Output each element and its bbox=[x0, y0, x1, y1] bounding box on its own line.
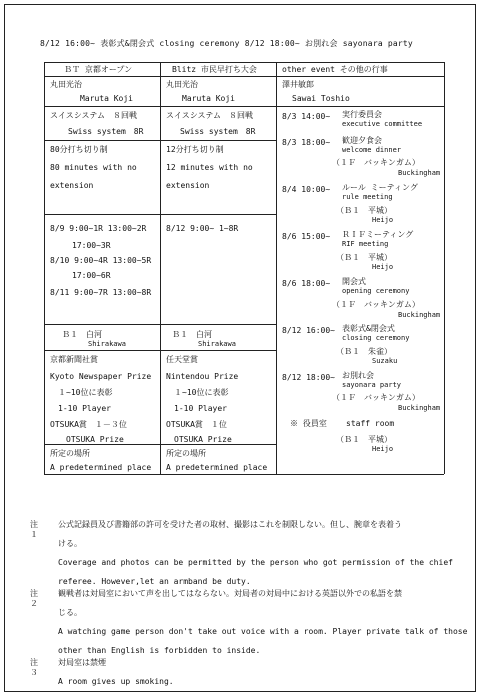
note-label: 注２ bbox=[30, 589, 38, 608]
blitz-award-en: 1-10 Player bbox=[174, 404, 227, 413]
blitz-system-en: Swiss system 8R bbox=[180, 127, 256, 136]
event-name-jp: 開会式 bbox=[342, 277, 366, 286]
blitz-prize-en: Nintendou Prize bbox=[166, 372, 239, 381]
blitz-award-jp: １~10位に表彰 bbox=[174, 388, 229, 397]
event-name-jp: 実行委員会 bbox=[342, 110, 382, 119]
row-sep-schedule bbox=[44, 324, 276, 325]
blitz-time-en2: extension bbox=[166, 181, 210, 190]
bt-award-en: 1-10 Player bbox=[58, 404, 111, 413]
blitz-time-en1: 12 minutes with no bbox=[166, 163, 253, 172]
note-line: 対局室は禁煙 bbox=[58, 658, 106, 667]
table-col-divider-2 bbox=[276, 62, 277, 474]
blitz-prize-jp: 任天堂賞 bbox=[166, 355, 198, 364]
event-name-en: sayonara party bbox=[342, 381, 402, 389]
blitz-system-jp: スイスシステム ８回戦 bbox=[166, 111, 253, 120]
event-room-jp: （１Ｆ バッキンガム） bbox=[332, 158, 420, 167]
note-line: Coverage and photos can be permitted by the person who got permission of the chief bbox=[58, 558, 453, 567]
note-line: 観戦者は対局室において声を出してはならない。対局者の対局中における英語以外での私語を禁 bbox=[58, 589, 402, 598]
event-name-jp: 歓迎夕食会 bbox=[342, 136, 382, 145]
staff-room-location-jp: （Ｂ１ 平城） bbox=[336, 435, 392, 444]
event-room-jp: （Ｂ１ 平城） bbox=[336, 206, 392, 215]
event-room-jp: （Ｂ１ 平城） bbox=[336, 253, 392, 262]
event-time: 8/12 16:00~ bbox=[282, 326, 335, 335]
blitz-room-jp: Ｂ１ 白河 bbox=[172, 330, 212, 339]
event-time: 8/3 14:00~ bbox=[282, 112, 331, 121]
event-room-en: Buckingham bbox=[398, 311, 441, 319]
bt-otsuka-en: OTSUKA Prize bbox=[66, 435, 124, 444]
event-room-en: Suzaku bbox=[372, 357, 398, 365]
header-schedule-line: 8/12 16:00~ 表彰式&閉会式 closing ceremony 8/12 18:00~ お別れ会 sayonara party bbox=[40, 39, 413, 48]
event-name-jp: 表彰式&閉会式 bbox=[342, 324, 395, 333]
bt-venue-jp: 丸田光治 bbox=[50, 80, 82, 89]
event-room-en: Heijo bbox=[372, 263, 394, 271]
bt-time-jp: 80分打ち切り制 bbox=[50, 145, 108, 154]
event-room-jp: （Ｂ１ 朱雀） bbox=[336, 347, 392, 356]
table-bottom-border bbox=[44, 474, 444, 475]
blitz-place-jp: 所定の場所 bbox=[166, 449, 206, 458]
staff-room-en: staff room bbox=[346, 419, 395, 428]
table-left-border bbox=[44, 62, 45, 474]
bt-otsuka-jp: OTSUKA賞 １－３位 bbox=[50, 420, 127, 429]
bt-prize-jp: 京都新聞社賞 bbox=[50, 355, 98, 364]
event-name-jp: ルール ミーティング bbox=[342, 183, 418, 192]
blitz-otsuka-jp: OTSUKA賞 １位 bbox=[166, 420, 227, 429]
bt-schedule-line: 17:00~6R bbox=[72, 271, 111, 280]
event-name-jp: ＲＩＦミーティング bbox=[342, 230, 414, 239]
event-name-en: welcome dinner bbox=[342, 146, 402, 154]
event-name-en: opening ceremony bbox=[342, 287, 410, 295]
event-time: 8/4 10:00~ bbox=[282, 185, 331, 194]
note-line: referee. However,let an armband be duty. bbox=[58, 577, 251, 586]
bt-prize-en: Kyoto Newspaper Prize bbox=[50, 372, 152, 381]
event-time: 8/3 18:00~ bbox=[282, 138, 331, 147]
note-line: other than English is forbidden to inside. bbox=[58, 646, 261, 655]
event-room-en: Heijo bbox=[372, 216, 394, 224]
staff-room-location-en: Heijo bbox=[372, 445, 394, 453]
row-sep-other-person bbox=[276, 106, 444, 107]
staff-room-jp: ※ 役員室 bbox=[290, 419, 327, 428]
bt-system-en: Swiss system 8R bbox=[68, 127, 144, 136]
bt-room-en: Shirakawa bbox=[88, 340, 126, 348]
blitz-otsuka-en: OTSUKA Prize bbox=[174, 435, 232, 444]
event-room-jp: （１Ｆ バッキンガム） bbox=[332, 300, 420, 309]
table-header-divider bbox=[44, 76, 444, 77]
blitz-time-jp: 12分打ち切り制 bbox=[166, 145, 224, 154]
bt-time-en2: extension bbox=[50, 181, 94, 190]
row-sep-system bbox=[44, 140, 276, 141]
bt-schedule-line: 8/11 9:00~7R 13:00~8R bbox=[50, 288, 152, 297]
event-time: 8/6 15:00~ bbox=[282, 232, 331, 241]
table-col-divider-1 bbox=[160, 62, 161, 474]
note-line: ける。 bbox=[58, 539, 82, 548]
event-name-jp: お別れ会 bbox=[342, 371, 374, 380]
row-sep-time bbox=[44, 214, 276, 215]
row-sep-room bbox=[44, 350, 276, 351]
bt-schedule-line: 17:00~3R bbox=[72, 241, 111, 250]
other-person-en: Sawai Toshio bbox=[292, 94, 350, 103]
event-name-en: executive committee bbox=[342, 120, 423, 128]
event-name-en: closing ceremony bbox=[342, 334, 410, 342]
event-name-en: RIF meeting bbox=[342, 240, 389, 248]
blitz-room-en: Shirakawa bbox=[198, 340, 236, 348]
blitz-column-title: Blitz 市民早打ち大会 bbox=[172, 65, 257, 74]
other-person-jp: 澤井敏郎 bbox=[282, 80, 314, 89]
note-label: 注３ bbox=[30, 658, 38, 677]
table-top-border bbox=[44, 62, 444, 63]
bt-place-jp: 所定の場所 bbox=[50, 449, 90, 458]
note-line: 公式記録員及び書籍部の許可を受けた者の取材、撮影はこれを制限しない。但し、腕章を表着う bbox=[58, 520, 402, 529]
bt-award-jp: １~10位に表彰 bbox=[58, 388, 113, 397]
bt-venue-en: Maruta Koji bbox=[80, 94, 133, 103]
blitz-place-en: A predetermined place bbox=[166, 463, 268, 472]
bt-place-en: A predetermined place bbox=[50, 463, 152, 472]
bt-schedule-line: 8/9 9:00~1R 13:00~2R bbox=[50, 224, 147, 233]
note-label: 注１ bbox=[30, 520, 38, 539]
event-time: 8/12 18:00~ bbox=[282, 373, 335, 382]
other-column-title: other event その他の行事 bbox=[282, 65, 388, 74]
row-sep-venue bbox=[44, 106, 276, 107]
table-right-border bbox=[444, 62, 445, 474]
bt-schedule-line: 8/10 9:00~4R 13:00~5R bbox=[50, 256, 152, 265]
blitz-schedule-line: 8/12 9:00~ 1~8R bbox=[166, 224, 239, 233]
bt-column-title: ＢＴ 京都オープン bbox=[64, 65, 133, 74]
note-line: A room gives up smoking. bbox=[58, 677, 174, 686]
event-room-en: Buckingham bbox=[398, 169, 441, 177]
bt-time-en1: 80 minutes with no bbox=[50, 163, 137, 172]
event-name-en: rule meeting bbox=[342, 193, 393, 201]
bt-room-jp: Ｂ１ 白河 bbox=[62, 330, 102, 339]
note-line: A watching game person don't take out voice with a room. Player private talk of those bbox=[58, 627, 468, 636]
event-room-en: Buckingham bbox=[398, 404, 441, 412]
note-line: じる。 bbox=[58, 608, 82, 617]
blitz-venue-en: Maruta Koji bbox=[182, 94, 235, 103]
event-room-jp: （１Ｆ バッキンガム） bbox=[332, 393, 420, 402]
bt-system-jp: スイスシステム ８回戦 bbox=[50, 111, 137, 120]
blitz-venue-jp: 丸田光治 bbox=[166, 80, 198, 89]
event-time: 8/6 18:00~ bbox=[282, 279, 331, 288]
